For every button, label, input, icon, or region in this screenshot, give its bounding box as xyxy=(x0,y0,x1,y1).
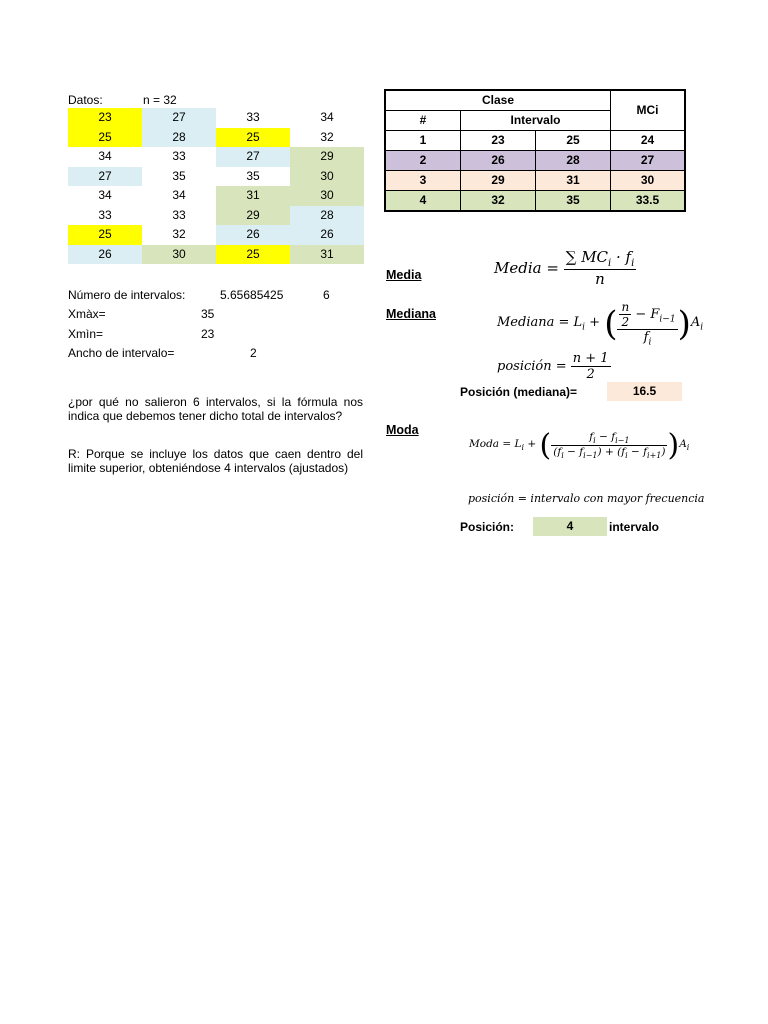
data-cell: 27 xyxy=(68,167,142,187)
class-table xyxy=(384,89,686,212)
row-num: 2 xyxy=(385,151,461,171)
num-intervals-label: Número de intervalos: xyxy=(68,288,186,302)
data-cell: 25 xyxy=(216,128,290,148)
row-upper: 25 xyxy=(536,131,611,151)
data-cell: 32 xyxy=(290,128,364,148)
row-upper: 28 xyxy=(536,151,611,171)
data-cell: 33 xyxy=(216,108,290,128)
mediana-position-label: Posición (mediana)= xyxy=(460,385,578,399)
data-cell: 29 xyxy=(290,147,364,167)
media-title: Media xyxy=(386,268,422,282)
media-formula: Media = $\frac{\sum MC_i \cdot f_i}{n}$ xyxy=(494,248,635,288)
row-upper: 35 xyxy=(536,191,611,212)
row-mci: 33.5 xyxy=(611,191,686,212)
data-cell: 27 xyxy=(142,108,216,128)
xmin-label: Xmìn= xyxy=(68,327,104,341)
mediana-position-value: 16.5 xyxy=(607,382,682,401)
data-cell: 30 xyxy=(290,186,364,206)
data-cell: 25 xyxy=(68,128,142,148)
question-text: ¿por qué no salieron 6 intervalos, si la fórmula nos indica que debemos tener dicho total de intervalos? xyxy=(68,395,363,423)
row-upper: 31 xyxy=(536,171,611,191)
mediana-title: Mediana xyxy=(386,307,437,321)
data-cell: 34 xyxy=(142,186,216,206)
data-cell: 31 xyxy=(216,186,290,206)
row-num: 4 xyxy=(385,191,461,212)
row-mci: 30 xyxy=(611,171,686,191)
data-cell: 33 xyxy=(142,206,216,226)
data-cell: 26 xyxy=(216,225,290,245)
num-intervals-rounded: 6 xyxy=(323,288,330,302)
data-cell: 30 xyxy=(290,167,364,187)
data-cell: 25 xyxy=(68,225,142,245)
answer-text: R: Porque se incluye los datos que caen dentro del limite superior, obteniéndose 4 intervalos (ajustados) xyxy=(68,447,363,475)
moda-title: Moda xyxy=(386,423,419,437)
interval-width-value: 2 xyxy=(250,346,257,360)
data-cell: 32 xyxy=(142,225,216,245)
xmax-value: 35 xyxy=(201,307,215,321)
row-lower: 26 xyxy=(461,151,536,171)
row-mci: 27 xyxy=(611,151,686,171)
data-cell: 33 xyxy=(68,206,142,226)
table-row xyxy=(385,131,685,151)
data-cell: 33 xyxy=(142,147,216,167)
moda-position-unit: intervalo xyxy=(609,520,660,534)
header-num: # xyxy=(385,111,461,131)
data-cell: 26 xyxy=(290,225,364,245)
data-cell: 25 xyxy=(216,245,290,265)
data-cell: 27 xyxy=(216,147,290,167)
data-cell: 28 xyxy=(290,206,364,226)
mediana-formula: Mediana = $L_i$ + ( $\frac{n}{2}$ − $F_{i-1}$ $f_i$ )$A_i$ xyxy=(497,300,704,348)
row-lower: 23 xyxy=(461,131,536,151)
header-clase: Clase xyxy=(385,90,611,111)
moda-position-value: 4 xyxy=(533,517,607,536)
data-cell: 35 xyxy=(142,167,216,187)
xmax-label: Xmàx= xyxy=(68,307,106,321)
moda-position-label: Posición: xyxy=(460,520,515,534)
data-cell: 26 xyxy=(68,245,142,265)
xmin-value: 23 xyxy=(201,327,215,341)
table-row xyxy=(385,151,685,171)
moda-formula: Moda = $L_i$ + ( $\frac{f_i - f_{i-1}}{(f_i - f_{i-1}) + (f_i - f_{i+1})}$ )$A_i$ xyxy=(469,428,690,463)
row-lower: 32 xyxy=(461,191,536,212)
header-intervalo: Intervalo xyxy=(461,111,611,131)
moda-position-formula: posición = intervalo con mayor frecuencia xyxy=(468,492,705,505)
data-cell: 31 xyxy=(290,245,364,265)
data-cell: 29 xyxy=(216,206,290,226)
table-row xyxy=(385,191,685,212)
row-num: 1 xyxy=(385,131,461,151)
data-cell: 34 xyxy=(68,186,142,206)
mediana-position-formula: posición = $\frac{n + 1}{2}$ xyxy=(497,351,609,382)
row-mci: 24 xyxy=(611,131,686,151)
table-row xyxy=(385,171,685,191)
num-intervals-value: 5.65685425 xyxy=(220,288,284,302)
data-cell: 23 xyxy=(68,108,142,128)
row-num: 3 xyxy=(385,171,461,191)
data-cell: 28 xyxy=(142,128,216,148)
data-cell: 34 xyxy=(290,108,364,128)
interval-width-label: Ancho de intervalo= xyxy=(68,346,175,360)
data-label: Datos: xyxy=(68,93,103,107)
data-cell: 35 xyxy=(216,167,290,187)
header-mci: MCi xyxy=(611,90,686,131)
data-cell: 34 xyxy=(68,147,142,167)
sample-size: n = 32 xyxy=(143,93,177,107)
data-cell: 30 xyxy=(142,245,216,265)
row-lower: 29 xyxy=(461,171,536,191)
